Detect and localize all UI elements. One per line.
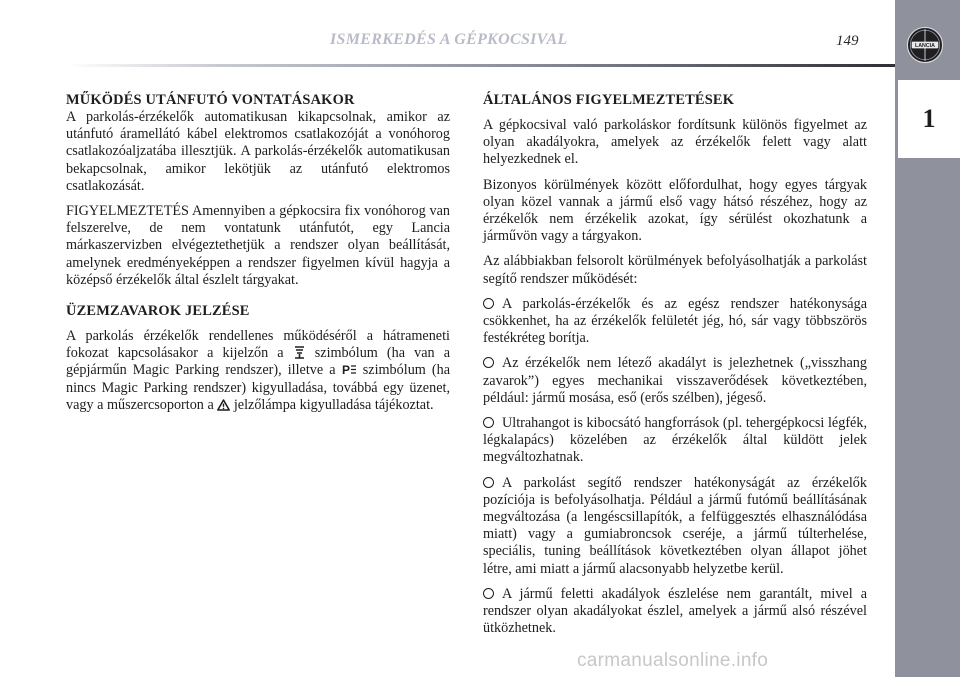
bullet-circle-icon [483, 588, 494, 599]
section-heading-fault: ÜZEMZAVAROK JELZÉSE [66, 303, 250, 320]
header-divider [66, 64, 896, 67]
fault-text-part-4: jelzőlámpa kigyulladása tájékoztat. [233, 396, 434, 413]
bullet-circle-icon [483, 417, 494, 428]
page-number: 149 [836, 33, 859, 49]
lancia-logo-icon [906, 26, 944, 64]
parking-sensor-icon [342, 363, 357, 376]
warning-triangle-icon [217, 399, 230, 411]
svg-text:LANCIA: LANCIA [914, 43, 936, 50]
left-column [66, 92, 450, 422]
section-heading-general-warnings: ÁLTALÁNOS FIGYELMEZTETÉSEK [483, 92, 735, 108]
list-item: Az érzékelők nem létező akadályt is jelezhetnek („visszhang zavarok”) egyes mechanikai visszaverődések következtében, például: jármű mosása, eső (erős szélben), jégeső. [483, 355, 867, 406]
paragraph-general-3: Az alábbiakban felsorolt körülmények befolyásolhatják a parkolást segítő rendszer működését: [483, 253, 867, 287]
list-item: A jármű feletti akadályok észlelése nem garantált, mivel a rendszer olyan akadályokat észlel, amelyek a jármű alsó részével ütközhetnek. [483, 585, 867, 637]
paragraph-general-1: A gépkocsival való parkoláskor fordítsunk különös figyelmet az olyan akadályokra, amelyek az érzékelők felett vagy alatt helyezkednek el. [483, 117, 867, 168]
fault-text-part-3: szimbólum (ha nincs Magic Parking rendszer) kigyulladása, továbbá egy üzenet, vagy a műszercsoporton a [66, 362, 451, 413]
bullet-circle-icon [483, 298, 494, 309]
running-header-title: ISMERKEDÉS A GÉPKOCSIVAL [330, 31, 568, 48]
svg-text:P: P [341, 363, 350, 377]
bullet-circle-icon [483, 357, 494, 368]
paragraph-fault-signal [66, 328, 450, 414]
fault-text-part-2: szimbólum (ha van a gépjárműn Magic Parking rendszer), illetve a [66, 345, 450, 379]
list-item: A parkolást segítő rendszer hatékonyságát az érzékelők pozíciója is befolyásolhatja. Például a jármű futómű beállításának megváltozása (a lengéscsillapítók, a felfüggesztés elhasználódása miatt) vagy a gumiabroncsok cseréje, a jármű túlterhelése, speciális, tuning beállítások következtében olyan állapot jöhet létre, ami miatt a jármű alacsonyabb helyzetbe kerül. [483, 474, 867, 577]
fault-text-part-1: A parkolás érzékelők rendellenes működéséről a hátrameneti fokozat kapcsolásakor a kijelzőn a [66, 328, 450, 362]
paragraph-trailer-warning: FIGYELMEZTETÉS Amennyiben a gépkocsira fix vonóhorog van felszerelve, de nem vontatunk utánfutót, egy Lancia márkaszervizben elvégeztethetjük a rendszer olyan beállítását, amelynek eredményeképpen a rendszer figyelmen kívül hagyja a középső érzékelők által észlelt tárgyakat. [66, 203, 450, 288]
magic-parking-icon [293, 345, 306, 359]
paragraph-general-2: Bizonyos körülmények között előfordulhat, hogy egyes tárgyak olyan közel vannak a jármű első vagy hátsó részéhez, hogy az érzékelők nem érzékelik azokat, így sérülést okozhatunk a járművön vagy a tárgyakon. [483, 176, 867, 245]
watermark: carmanualsonline.info [577, 650, 769, 671]
right-column [483, 92, 867, 645]
list-item: A parkolás-érzékelők és az egész rendszer hatékonysága csökkenhet, ha az érzékelők felületét jég, hó, sár vagy többszörös festékréteg borítja. [483, 295, 867, 347]
section-heading-trailer: MŰKÖDÉS UTÁNFUTÓ VONTATÁSAKOR [66, 92, 355, 108]
paragraph-trailer-auto: A parkolás-érzékelők automatikusan kikapcsolnak, amikor az utánfutó áramellátó kábel elektromos csatlakozóját a vonóhorog csatlakozóaljzatába illesztjük. A parkolás-érzékelők automatikusan bekapcsolnak, amikor lekötjük az utánfutó elektromos csatlakozását. [66, 109, 450, 194]
bullet-circle-icon [483, 477, 494, 488]
chapter-number: 1 [898, 80, 960, 158]
list-item: Ultrahangot is kibocsátó hangforrások (pl. tehergépkocsi légfék, légkalapács) közelében az érzékelők által küldött jelek megváltozhatnak. [483, 415, 867, 466]
